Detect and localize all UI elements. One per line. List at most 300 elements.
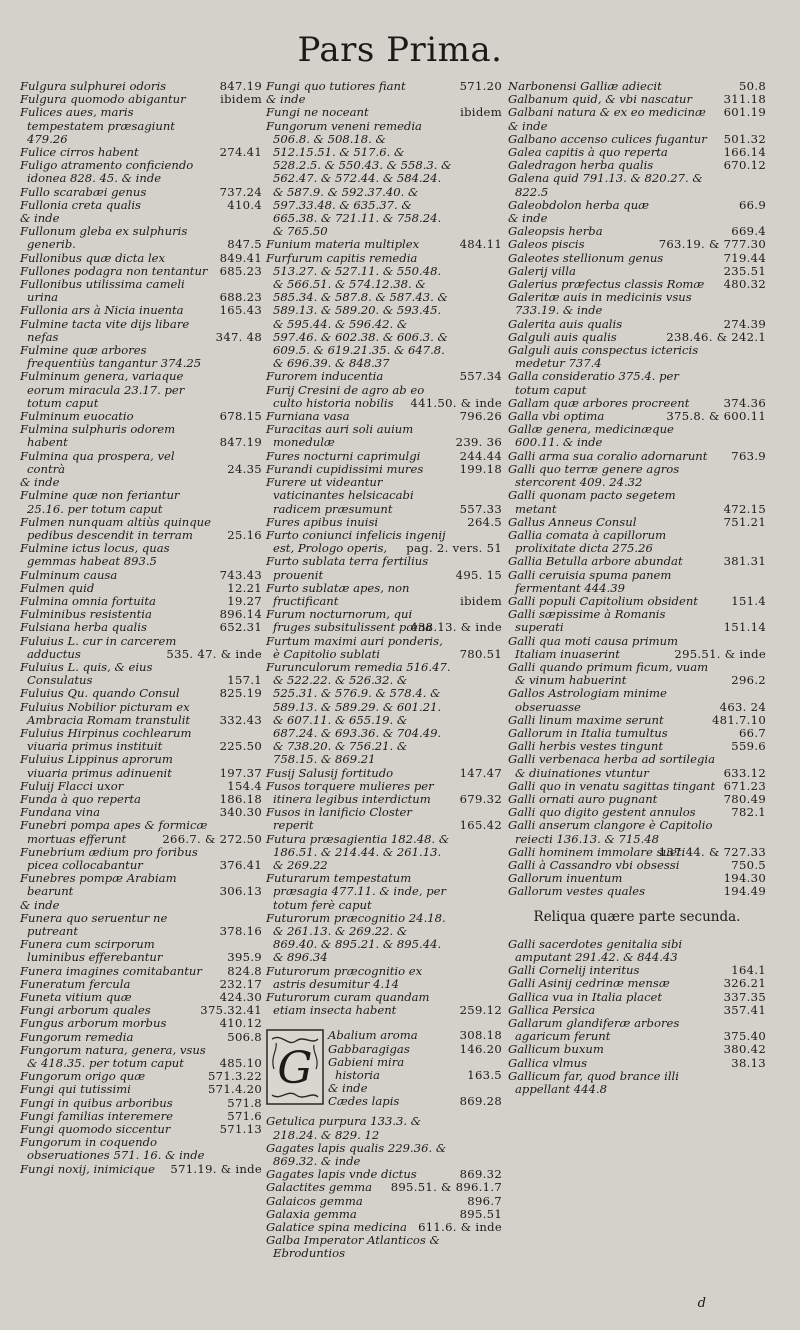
entry-term: Galedragon herba qualis xyxy=(508,158,654,173)
entry-reference: 66.7 xyxy=(738,725,766,740)
entry-term: Galli arma sua coralio adornarunt xyxy=(508,448,708,463)
index-entry xyxy=(20,872,262,898)
entry-reference: 824.8 xyxy=(227,963,262,978)
entry-term: Fusos torquere mulieres per itinera legibus interdictum xyxy=(266,778,434,806)
entry-reference: 238.46. & 242.1 xyxy=(666,329,766,344)
index-entry xyxy=(508,172,766,198)
entry-term: Gallia comata à capillorum prolixitate dicta 275.26 xyxy=(508,527,667,556)
entry-reference: 378.16 xyxy=(219,924,262,938)
entry-reference: 438.13. & inde xyxy=(410,620,502,635)
entry-term: Galli quo terræ genere agros stercorent 409. 24.32 xyxy=(508,461,680,490)
index-entry xyxy=(20,819,262,845)
entry-term: Galaicos gemma xyxy=(266,1193,363,1208)
entry-reference: 506.8 xyxy=(227,1029,262,1044)
entry-term: Furto sublatæ apes, non fructificant xyxy=(266,580,410,608)
entry-term: Galli hominem immolare sueti xyxy=(508,844,686,859)
entry-reference: 50.8 xyxy=(738,79,766,93)
index-entry xyxy=(20,106,262,146)
entry-term: Fullones podagra non tentantur xyxy=(20,263,208,278)
entry-term: & inde xyxy=(20,897,60,912)
entry-term: Cædes lapis xyxy=(328,1094,400,1109)
entry-term: Galerius præfectus classis Romæ xyxy=(508,277,705,292)
entry-reference: 847.5 xyxy=(227,237,262,252)
entry-term: Galatice spina medicina xyxy=(266,1220,407,1235)
index-entry xyxy=(266,965,502,991)
entry-term: Fungi in quibus arboribus xyxy=(20,1095,173,1110)
entry-reference: 166.14 xyxy=(723,145,766,160)
entry-term: Fuluij Flacci uxor xyxy=(20,778,124,793)
entry-reference: 151.4 xyxy=(731,593,766,608)
entry-reference: 571.4.20 xyxy=(207,1082,262,1097)
entry-term: Galli herbis vestes tingunt xyxy=(508,739,663,754)
entry-term: Galli anserum clangore è Capitolio reiecti 136.13. & 715.48 xyxy=(508,818,713,846)
entry-term: Galeritæ auis in medicinis vsus 733.19. & inde xyxy=(508,290,692,318)
entry-term: Galli Asinij cedrinæ mensæ xyxy=(508,976,670,991)
entry-reference: 484.11 xyxy=(459,237,502,252)
entry-term: Fulmen nunquam altiùs quinque pedibus descendit in terram xyxy=(20,514,212,542)
entry-reference: 571.13 xyxy=(219,1122,262,1137)
entry-term: Funera cum scirporum luminibus efferebantur xyxy=(20,937,163,965)
entry-term: Fulminum genera, variaque eorum miracula 23.17. per totum caput xyxy=(20,369,185,410)
entry-reference: 678.15 xyxy=(219,409,262,424)
entry-term: Fungi quo tutiores fiant xyxy=(266,79,406,93)
index-entry xyxy=(20,159,262,185)
index-column-3 xyxy=(508,80,766,1096)
entry-reference: 157.1 xyxy=(227,673,262,688)
entry-reference: 780.49 xyxy=(723,791,766,806)
entry-term: Fuluius L. quis, & eius Consulatus xyxy=(20,659,153,688)
entry-term: Galli populi Capitolium obsident xyxy=(508,593,698,608)
entry-reference: 847.19 xyxy=(219,435,262,450)
entry-term: Fulices aues, maris tempestatem præsagiunt 479.26 xyxy=(20,105,175,146)
entry-term: Fungorum origo quæ xyxy=(20,1069,146,1084)
entry-reference: 375.40 xyxy=(723,1029,766,1044)
entry-reference: 374.36 xyxy=(723,395,766,410)
index-entry xyxy=(20,489,262,515)
entry-term: & inde xyxy=(508,211,548,226)
entry-term: Galba Imperator Atlanticos & Ebroduntios xyxy=(266,1233,440,1261)
entry-term: & inde xyxy=(508,118,548,133)
index-entry xyxy=(508,687,766,713)
entry-term: Funda à quo reperta xyxy=(20,791,141,806)
index-entry xyxy=(508,344,766,370)
entry-reference: 652.31 xyxy=(219,620,262,635)
entry-term: Furij Cresini de agro ab eo culto historia nobilis xyxy=(266,382,425,410)
entry-term: Galli ceruisia spuma panem fermentant 444.39 xyxy=(508,567,672,595)
index-entry xyxy=(508,1070,766,1096)
entry-term: Galerita auis qualis xyxy=(508,316,623,331)
index-entry xyxy=(20,542,262,568)
entry-term: Fuluius Hirpinus cochlearum viuaria primus instituit xyxy=(20,725,192,754)
index-entry xyxy=(20,516,262,542)
entry-term: Galli à Cassandro vbi obsessi xyxy=(508,857,680,872)
index-entry xyxy=(20,1136,262,1162)
entry-reference: 244.44 xyxy=(459,448,502,463)
entry-term: Funera imagines comitabantur xyxy=(20,963,202,978)
entry-reference: 895.51 xyxy=(459,1206,502,1221)
index-entry xyxy=(20,912,262,938)
index-entry xyxy=(20,423,262,449)
entry-reference: 337.35 xyxy=(723,989,766,1004)
entry-reference: 164.1 xyxy=(731,963,766,978)
entry-reference: ibidem xyxy=(220,92,262,107)
entry-reference: 869.28 xyxy=(459,1094,502,1109)
entry-reference: 165.42 xyxy=(459,818,502,833)
index-entry xyxy=(266,423,502,449)
entry-term: Galena quid 791.13. & 820.27. & 822.5 xyxy=(508,171,703,199)
index-entry xyxy=(508,661,766,687)
entry-term: Narbonensi Galliæ adiecit xyxy=(508,79,662,93)
index-entry xyxy=(508,753,766,779)
entry-reference: 410.12 xyxy=(219,1016,262,1031)
index-column-2 xyxy=(266,80,502,1261)
entry-term: Fulmine quæ arbores frequentiùs tangantur 374.25 xyxy=(20,343,202,371)
entry-reference: 825.19 xyxy=(219,686,262,701)
entry-reference: 611.6. & inde xyxy=(418,1220,502,1235)
entry-term: Furum nocturnorum, qui fruges subsitulissent pœna xyxy=(266,607,433,635)
entry-term: Fungi familias interemere xyxy=(20,1108,174,1123)
section-g-start xyxy=(266,1029,502,1115)
index-entry xyxy=(266,120,502,239)
entry-reference: 896.14 xyxy=(219,607,262,622)
entry-reference: 472.15 xyxy=(723,501,766,516)
entry-reference: 154.4 xyxy=(227,778,262,793)
entry-reference: 395.9 xyxy=(227,950,262,965)
index-entry xyxy=(266,582,502,608)
index-entry xyxy=(508,938,766,964)
entry-term: Funeratum fercula xyxy=(20,976,131,991)
entry-term: & inde xyxy=(20,475,60,490)
entry-term: Fulmina sulphuris odorem habent xyxy=(20,422,176,450)
entry-term: Gallicum buxum xyxy=(508,1042,604,1057)
entry-reference: 24.35 xyxy=(227,461,262,476)
index-entry xyxy=(20,846,262,872)
index-entry xyxy=(20,701,262,727)
entry-reference: 750.5 xyxy=(731,857,766,872)
entry-reference: 571.6 xyxy=(227,1108,262,1123)
index-entry xyxy=(266,991,502,1017)
entry-term: Funebrium ædium pro foribus picea collocabantur xyxy=(20,844,198,872)
entry-term: Fungi qui tutissimi xyxy=(20,1082,131,1097)
index-entry xyxy=(20,318,262,344)
entry-term: Furtum maximi auri ponderis, è Capitolio sublati xyxy=(266,633,443,661)
index-entry xyxy=(266,1115,502,1141)
entry-reference: 501.32 xyxy=(723,131,766,146)
index-entry xyxy=(20,727,262,753)
entry-term: Fulmina qua prospera, vel contrà xyxy=(20,448,175,476)
entry-reference: 424.30 xyxy=(219,990,262,1005)
entry-term: Fulmine quæ non feriantur 25.16. per totum caput xyxy=(20,488,180,516)
entry-term: Fulmine ictus locus, quas gemmas habeat 893.5 xyxy=(20,541,170,569)
entry-term: Futurorum curam quandam etiam insecta habent xyxy=(266,990,430,1018)
index-entry xyxy=(20,1163,262,1176)
entry-reference: 19.27 xyxy=(227,593,262,608)
entry-reference: 266.7. & 272.50 xyxy=(162,831,262,846)
entry-term: Fungi quomodo siccentur xyxy=(20,1122,171,1137)
index-entry xyxy=(266,555,502,581)
entry-term: Fullonibus quæ dicta lex xyxy=(20,250,166,265)
index-entry xyxy=(266,806,502,832)
entry-term: Fungorum remedia xyxy=(20,1029,134,1044)
entry-reference: 557.33 xyxy=(459,501,502,516)
entry-reference: 849.41 xyxy=(219,250,262,265)
entry-term: Gabieni mira historia xyxy=(328,1054,405,1083)
index-entry xyxy=(266,872,502,912)
entry-term: Fullonia creta qualis xyxy=(20,197,141,212)
entry-term: Fuluius Lippinus aprorum viuaria primus adinuenit xyxy=(20,752,173,780)
entry-reference: 633.12 xyxy=(723,765,766,780)
entry-term: Gallorum in Italia tumultus xyxy=(508,725,668,740)
entry-term: Galli quando primum ficum, vuam & vinum habuerint xyxy=(508,659,709,688)
entry-term: Furfurum capitis remedia 513.27. & 527.11. & 550.48. & 566.51. & 574.12.38. & 585.34. & 587.8. & 587.43. & 589.13. & 589.20. & 593.45. & 595.44. & 596.42. & 597.46. & 602.38. & 606.3. & 609.5. & 619.21.35. & 647.8. & 696.39. & 848.37 xyxy=(266,250,448,371)
index-entry xyxy=(508,423,766,449)
entry-term: Gagates lapis vnde dictus xyxy=(266,1167,417,1182)
drop-cap-g-icon xyxy=(266,1029,324,1105)
entry-reference: 679.32 xyxy=(459,791,502,806)
entry-term: Funera quo seruentur ne putreant xyxy=(20,910,168,938)
entry-term: Galeos piscis xyxy=(508,237,585,252)
entry-reference: 571.20 xyxy=(459,79,502,93)
entry-reference: 347. 48 xyxy=(215,329,262,344)
entry-reference: 306.13 xyxy=(219,884,262,899)
entry-term: Getulica purpura 133.3. & 218.24. & 829. 12 xyxy=(266,1114,422,1142)
index-entry xyxy=(266,1234,502,1260)
entry-reference: 571.8 xyxy=(227,1095,262,1110)
index-entry xyxy=(266,780,502,806)
entry-term: Futura præsagientia 182.48. & 186.51. & 214.44. & 261.13. & 269.22 xyxy=(266,831,450,872)
index-entry xyxy=(508,569,766,595)
entry-reference: 326.21 xyxy=(723,976,766,991)
entry-term: Fusij Salusij fortitudo xyxy=(266,765,394,780)
entry-reference: 232.17 xyxy=(219,976,262,991)
entry-term: Fullonia ars à Nicia inuenta xyxy=(20,303,184,318)
entry-term: Galeobdolon herba quæ xyxy=(508,197,650,212)
entry-reference: 782.1 xyxy=(731,805,766,820)
index-entry xyxy=(20,938,262,964)
entry-term: Gallarum glandiferæ arbores agaricum ferunt xyxy=(508,1016,680,1044)
entry-term: Galaxia gemma xyxy=(266,1206,357,1221)
entry-term: Gallorum inuentum xyxy=(508,871,623,886)
entry-term: Galli Cornelij interitus xyxy=(508,963,640,978)
entry-term: Furacitas auri soli auium monedulæ xyxy=(266,422,414,450)
entry-term: & inde xyxy=(20,211,60,226)
index-entry xyxy=(20,278,262,304)
index-entry xyxy=(508,529,766,555)
index-entry xyxy=(20,450,262,476)
entry-term: Gallica vua in Italia placet xyxy=(508,989,663,1004)
entry-term: Galbano accenso culices fugantur xyxy=(508,131,707,146)
entry-term: Gallica Persica xyxy=(508,1002,596,1017)
entry-reference: 381.31 xyxy=(723,554,766,569)
entry-reference: 763.9 xyxy=(731,448,766,463)
entry-term: Fulminibus resistentia xyxy=(20,607,152,622)
index-entry xyxy=(266,608,502,634)
entry-term: Galla consideratio 375.4. per totum caput xyxy=(508,369,679,397)
index-entry xyxy=(266,1142,502,1168)
index-entry xyxy=(266,476,502,516)
entry-reference: 199.18 xyxy=(459,461,502,476)
entry-term: Gallæ genera, medicinæque 600.11. & inde xyxy=(508,422,674,450)
entry-term: Fungorum natura, genera, vsus & 418.35. per totum caput xyxy=(20,1042,206,1071)
entry-reference: pag. 2. vers. 51 xyxy=(406,541,502,556)
entry-reference: 225.50 xyxy=(219,739,262,754)
entry-reference: 311.18 xyxy=(723,92,766,107)
index-entry xyxy=(508,635,766,661)
entry-term: Fullonibus utilissima cameli urina xyxy=(20,277,185,305)
entry-reference: 669.4 xyxy=(731,224,766,239)
entry-term: Galli linum maxime serunt xyxy=(508,712,664,727)
entry-reference: 719.44 xyxy=(723,250,766,265)
entry-term: Galeopsis herba xyxy=(508,224,603,239)
entry-term: Fundana vina xyxy=(20,805,101,820)
entry-reference: 481.7.10 xyxy=(711,712,766,727)
entry-term: Funebres pompæ Arabiam bearunt xyxy=(20,871,177,899)
index-entry xyxy=(508,291,766,317)
page-heading: Pars Prima. xyxy=(297,30,503,70)
entry-reference: 194.49 xyxy=(723,884,766,899)
entry-reference: 671.23 xyxy=(723,778,766,793)
entry-reference: 308.18 xyxy=(459,1028,502,1043)
entry-reference: 259.12 xyxy=(459,1003,502,1018)
entry-term: Gallicum far, quod brance illi appellant 444.8 xyxy=(508,1068,679,1097)
entry-term: Galli quo in venatu sagittas tingant xyxy=(508,778,716,793)
entry-reference: 485.10 xyxy=(219,1056,262,1071)
index-entry xyxy=(508,463,766,489)
entry-reference: 535. 47. & inde xyxy=(166,646,262,661)
index-entry xyxy=(20,225,262,251)
index-entry xyxy=(266,661,502,767)
entry-term: Fullonum gleba ex sulphuris generib. xyxy=(20,224,188,252)
entry-reference: 235.51 xyxy=(723,263,766,278)
entry-term: Fulgura sulphurei odoris xyxy=(20,79,167,93)
entry-term: Gallus Anneus Consul xyxy=(508,514,637,529)
entry-term: Abalium aroma xyxy=(328,1028,418,1043)
entry-term: Fulmen quid xyxy=(20,580,95,595)
entry-reference: 571.19. & inde xyxy=(170,1161,262,1176)
entry-reference: 896.7 xyxy=(467,1193,502,1208)
entry-term: Fullo scarabæi genus xyxy=(20,184,147,199)
entry-term: Galeotes stellionum genus xyxy=(508,250,664,265)
entry-reference: 25.16 xyxy=(227,527,262,542)
entry-reference: 847.19 xyxy=(219,79,262,93)
entry-reference: 410.4 xyxy=(227,197,262,212)
entry-reference: 296.2 xyxy=(731,673,766,688)
entry-term: Galbani natura & ex eo medicinæ xyxy=(508,105,706,120)
index-entry xyxy=(508,370,766,396)
entry-reference: 495. 15 xyxy=(455,567,502,582)
entry-term: Furandi cupidissimi mures xyxy=(266,461,424,476)
index-entry xyxy=(508,885,766,898)
entry-term: Furto sublata terra fertilius prouenit xyxy=(266,554,429,582)
entry-reference: 780.51 xyxy=(459,646,502,661)
entry-reference: 480.32 xyxy=(723,277,766,292)
entry-reference: 688.23 xyxy=(219,290,262,305)
entry-reference: 165.43 xyxy=(219,303,262,318)
entry-term: Galli quonam pacto segetem metant xyxy=(508,488,676,516)
index-entry xyxy=(20,1044,262,1070)
entry-term: Fusos in lanificio Closter reperit xyxy=(266,805,412,833)
entry-term: Galea capitis à quo reperta xyxy=(508,145,668,160)
entry-term: Galactites gemma xyxy=(266,1180,372,1195)
entry-term: Fulmina omnia fortuita xyxy=(20,593,156,608)
entry-reference: 274.41 xyxy=(219,145,262,160)
entry-term: Galli sæpissime à Romanis superati xyxy=(508,607,666,635)
entry-term: Galli sacerdotes genitalia sibi amputant 291.42. & 844.43 xyxy=(508,936,683,964)
entry-reference: 463. 24 xyxy=(719,699,766,714)
entry-reference: 376.41 xyxy=(219,857,262,872)
index-entry xyxy=(266,252,502,371)
entry-term: Galli quo digito gestent annulos xyxy=(508,805,696,820)
entry-term: Galli verbenaca herba ad sortilegia & diuinationes vtuntur xyxy=(508,752,716,780)
index-entry xyxy=(508,819,766,845)
index-entry xyxy=(266,833,502,873)
index-entry xyxy=(266,529,502,555)
entry-term: Furniana vasa xyxy=(266,409,350,424)
entry-term: Fures apibus inuisi xyxy=(266,514,379,529)
entry-reference: 441.50. & inde xyxy=(410,395,502,410)
entry-term: Furorem inducentia xyxy=(266,369,384,384)
entry-term: Futurorum præcognitio 24.18. & 261.13. & 269.22. & 869.40. & 895.21. & 895.44. & 896.34 xyxy=(266,910,446,965)
entry-term: Fulminum causa xyxy=(20,567,118,582)
index-entry xyxy=(266,912,502,965)
entry-term: Fulice cirros habent xyxy=(20,145,139,160)
entry-term: Fulsiana herba qualis xyxy=(20,620,147,635)
index-entry xyxy=(266,384,502,410)
entry-term: Furto coniunci infelicis ingenij est, Prologo operis, xyxy=(266,527,446,556)
entry-reference: 751.21 xyxy=(723,514,766,529)
entry-reference: 571.3.22 xyxy=(207,1069,262,1084)
entry-term: Gallorum vestes quales xyxy=(508,884,646,899)
entry-reference: 869.32 xyxy=(459,1167,502,1182)
entry-reference: 601.19 xyxy=(723,105,766,120)
entry-reference: 737.24 xyxy=(219,184,262,199)
entry-reference: 274.39 xyxy=(723,316,766,331)
index-entry xyxy=(328,1056,502,1082)
index-column-1 xyxy=(20,80,262,1176)
entry-term: Fungorum veneni remedia 506.8. & 508.18. & 512.15.51. & 517.6. & 528.2.5. & 550.43. & 558.3. & 562.47. & 572.44. & 584.24. & 587.9. & 592.37.40. & 597.33.48. & 635.37. & 665.38. & 721.11. & 758.24. & 765.50 xyxy=(266,118,452,239)
entry-reference: 194.30 xyxy=(723,871,766,886)
entry-reference: 763.19. & 777.30 xyxy=(658,237,766,252)
svg-text:G: G xyxy=(277,1043,313,1095)
index-entry xyxy=(508,489,766,515)
entry-term: Fuluius L. cur in carcerem adductus xyxy=(20,633,177,661)
entry-term: Gallos Astrologiam minime obseruasse xyxy=(508,686,667,714)
index-entry xyxy=(328,1095,502,1108)
entry-reference: 685.23 xyxy=(219,263,262,278)
entry-term: Fungi ne noceant xyxy=(266,105,369,120)
entry-reference: ibidem xyxy=(460,105,502,120)
entry-reference: 357.41 xyxy=(723,1002,766,1017)
entry-term: Funeta vitium quæ xyxy=(20,990,132,1005)
entry-reference: 295.51. & inde xyxy=(674,646,766,661)
entry-term: Funebri pompa apes & formicæ mortuas efferunt xyxy=(20,818,208,846)
entry-reference: 670.12 xyxy=(723,158,766,173)
entry-reference: 66.9 xyxy=(738,197,766,212)
entry-reference: 239. 36 xyxy=(455,435,502,450)
index-entry xyxy=(20,661,262,687)
entry-term: & inde xyxy=(266,92,306,107)
entry-term: Galerij villa xyxy=(508,263,576,278)
entry-term: Galguli auis conspectus ictericis medetur 737.4 xyxy=(508,343,699,371)
entry-reference: 332.43 xyxy=(219,712,262,727)
entry-term: Futurorum præcognitio ex astris desumitur 4.14 xyxy=(266,963,423,991)
entry-term: Galli ornati auro pugnant xyxy=(508,791,658,806)
entry-reference: 151.14 xyxy=(723,620,766,635)
entry-term: Fuluius Nobilior picturam ex Ambracia Romam transtulit xyxy=(20,699,191,727)
entry-term: Fungus arborum morbus xyxy=(20,1016,167,1031)
entry-reference: ibidem xyxy=(460,593,502,608)
entry-reference: 557.34 xyxy=(459,369,502,384)
